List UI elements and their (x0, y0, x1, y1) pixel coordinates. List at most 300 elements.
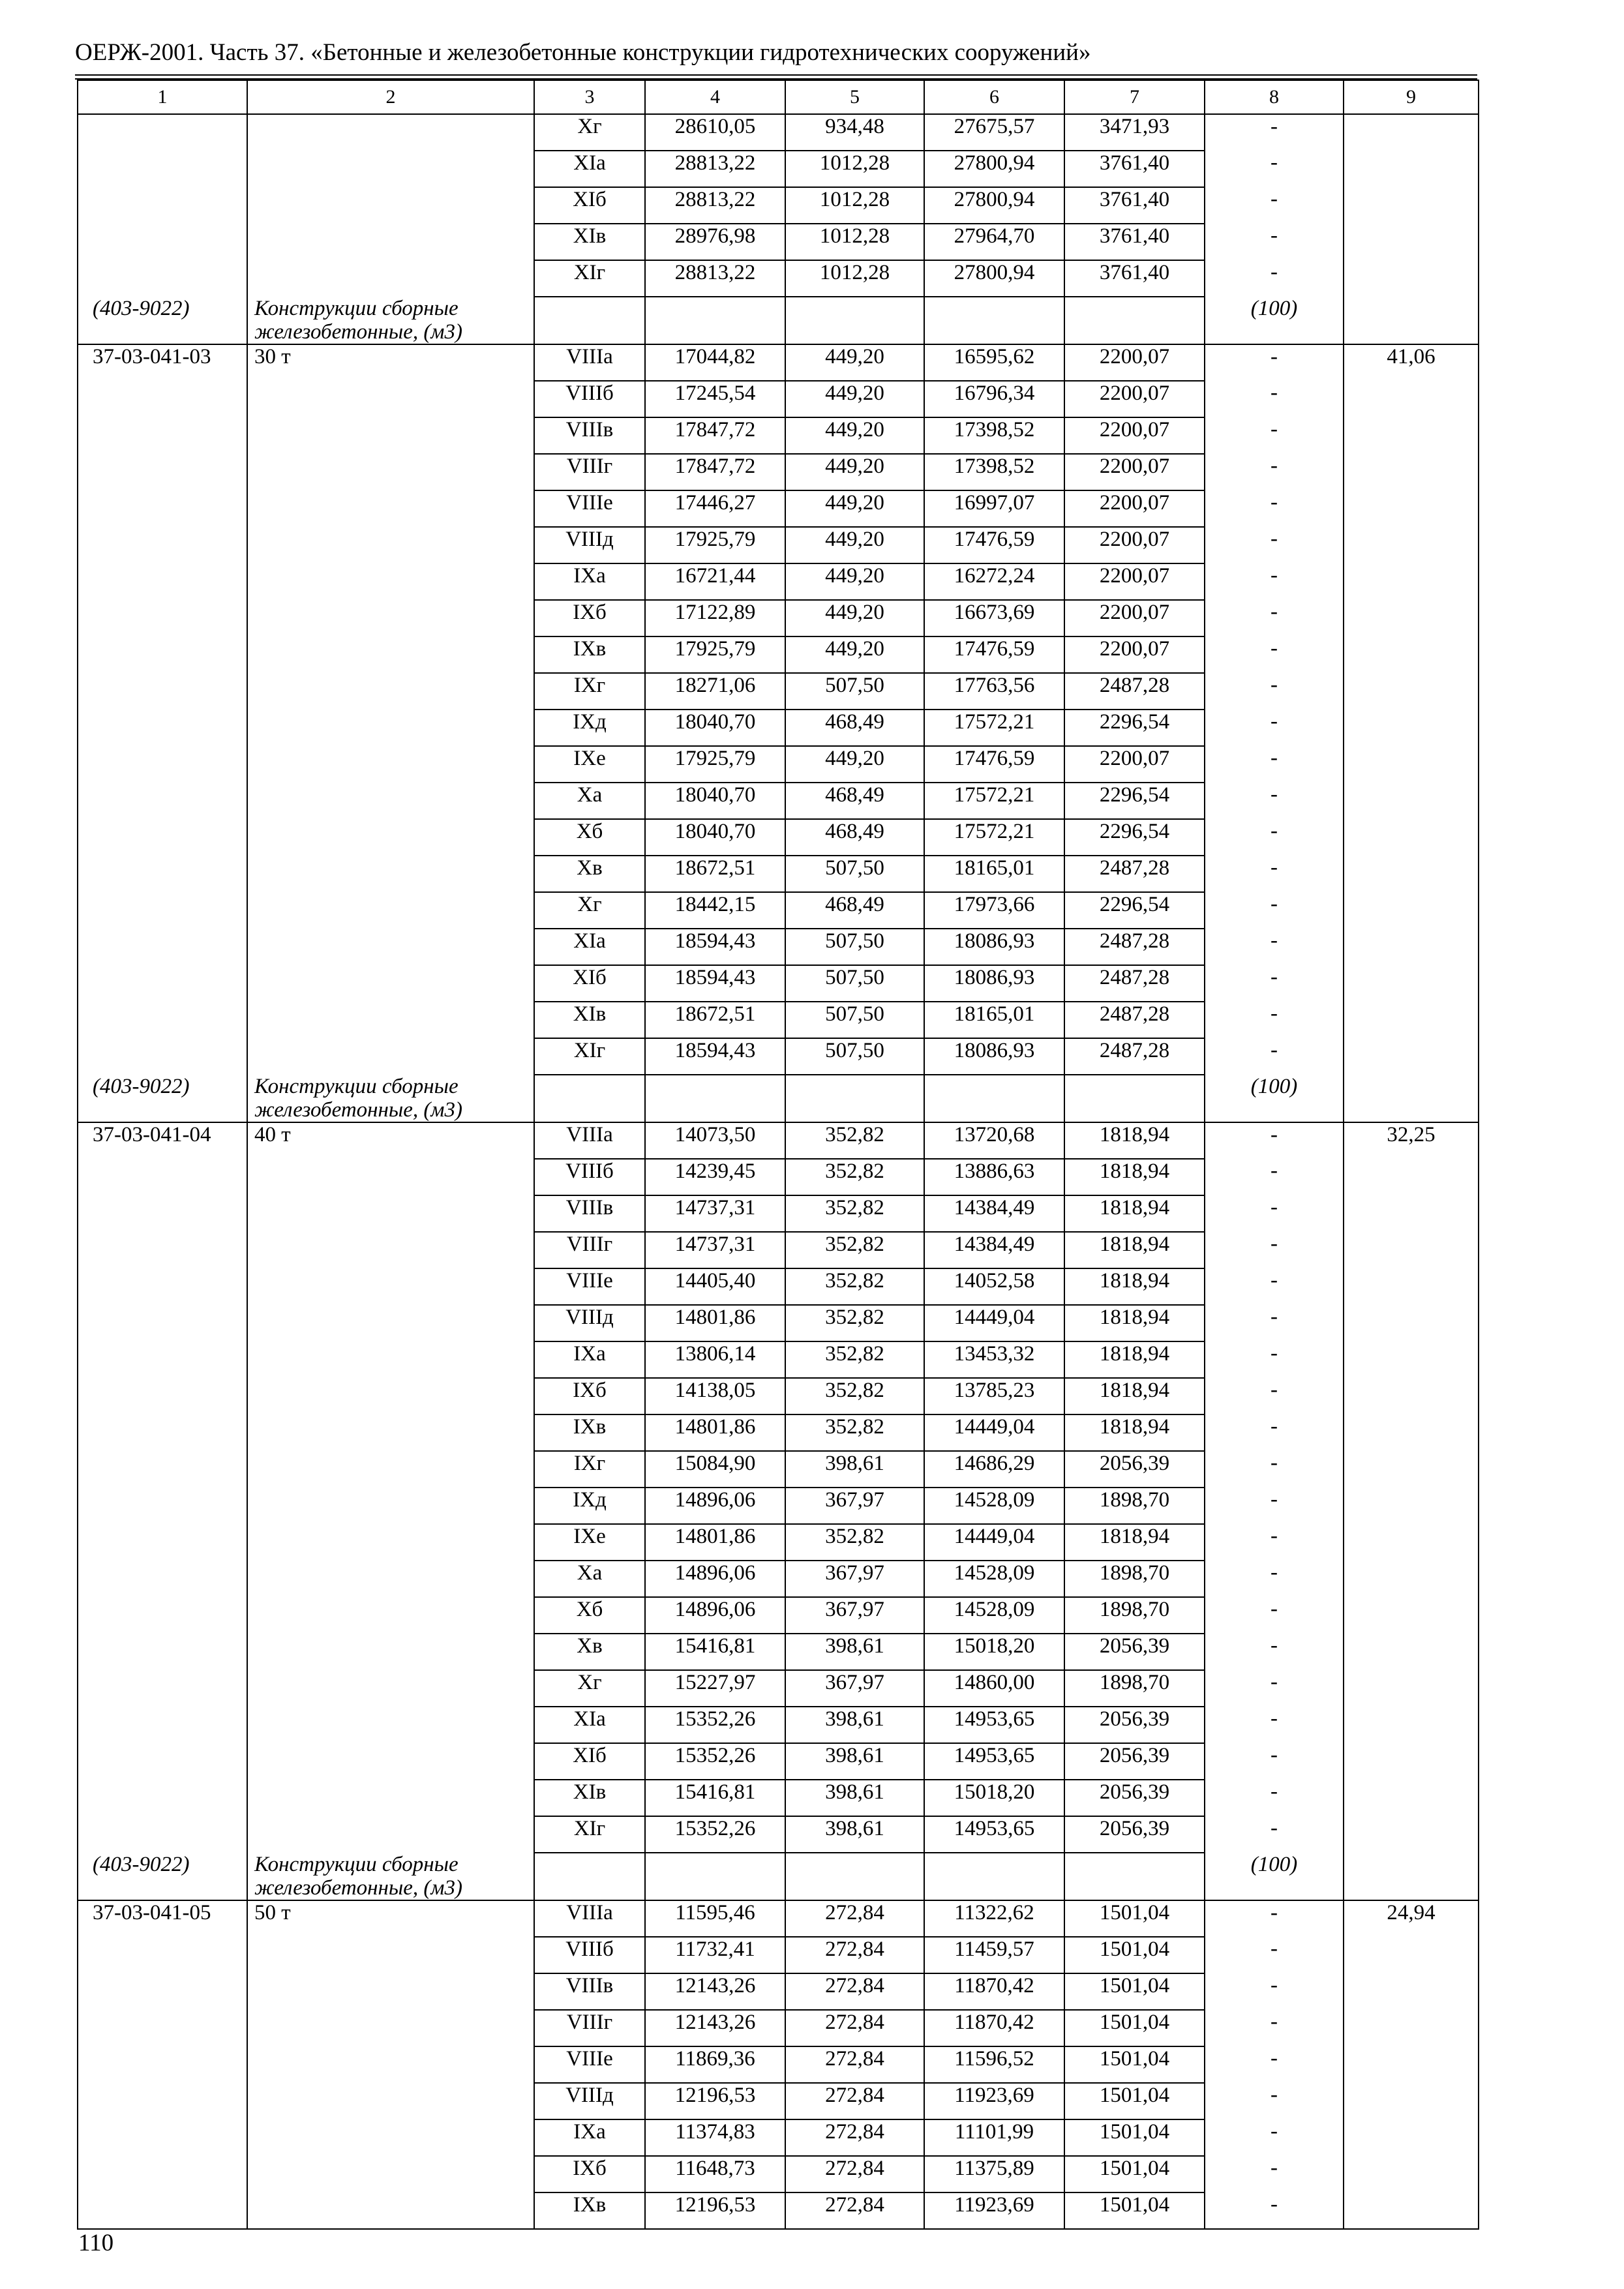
zone-cell: VIIIб (534, 1937, 645, 1973)
col6-cell: 14953,65 (924, 1816, 1064, 1853)
col8-cell: - (1205, 1634, 1344, 1670)
code-cell (78, 892, 247, 929)
col4-cell: 11374,83 (645, 2119, 785, 2156)
col7-cell: 1501,04 (1064, 1900, 1205, 1937)
col7-cell: 1898,70 (1064, 1670, 1205, 1707)
note-value: (100) (1205, 1075, 1344, 1122)
col5-cell: 272,84 (785, 2046, 924, 2083)
col7-cell: 1898,70 (1064, 1561, 1205, 1597)
col5-cell: 272,84 (785, 2010, 924, 2046)
col6-cell: 14860,00 (924, 1670, 1064, 1707)
col4-cell: 11869,36 (645, 2046, 785, 2083)
name-cell (247, 114, 534, 151)
name-cell (247, 673, 534, 710)
col5-cell: 468,49 (785, 819, 924, 856)
zone-cell: VIIIг (534, 454, 645, 490)
zone-cell: IXд (534, 710, 645, 746)
code-cell (78, 563, 247, 600)
table-row (78, 929, 1479, 965)
col5-cell: 449,20 (785, 454, 924, 490)
col4-cell: 15227,97 (645, 1670, 785, 1707)
col6-cell: 17763,56 (924, 673, 1064, 710)
col8-cell: - (1205, 892, 1344, 929)
col7-cell: 2200,07 (1064, 600, 1205, 636)
price-table (77, 80, 1479, 2230)
zone-cell: XIб (534, 965, 645, 1002)
table-row (78, 1341, 1479, 1378)
zone-cell: IXв (534, 2192, 645, 2229)
col5-cell: 272,84 (785, 1900, 924, 1937)
col8-cell: - (1205, 1670, 1344, 1707)
name-cell (247, 892, 534, 929)
col9-cell (1344, 2010, 1479, 2046)
col8-cell: - (1205, 929, 1344, 965)
name-cell (247, 1159, 534, 1195)
col9-cell (1344, 856, 1479, 892)
col5-cell: 352,82 (785, 1232, 924, 1268)
zone-cell (534, 1075, 645, 1122)
col8-cell: - (1205, 1414, 1344, 1451)
col6-cell: 11322,62 (924, 1900, 1064, 1937)
table-row (78, 783, 1479, 819)
col6-cell: 17973,66 (924, 892, 1064, 929)
col4-cell: 11595,46 (645, 1900, 785, 1937)
name-cell (247, 187, 534, 224)
table-row (78, 819, 1479, 856)
table-row (78, 1268, 1479, 1305)
zone-cell: XIв (534, 1780, 645, 1816)
col9-cell (1344, 1816, 1479, 1853)
note-code: (403-9022) (78, 297, 247, 344)
name-cell (247, 856, 534, 892)
name-cell (247, 1488, 534, 1524)
col4-cell: 28610,05 (645, 114, 785, 151)
note-value: (100) (1205, 297, 1344, 344)
col9-cell (1344, 1159, 1479, 1195)
table-row (78, 114, 1479, 151)
col6-cell: 14686,29 (924, 1451, 1064, 1488)
code-cell (78, 965, 247, 1002)
col6-cell: 27675,57 (924, 114, 1064, 151)
col9-cell (1344, 1670, 1479, 1707)
name-cell (247, 381, 534, 417)
col6-cell: 17572,21 (924, 783, 1064, 819)
code-cell (78, 1816, 247, 1853)
column-number: 4 (645, 80, 785, 114)
col7-cell: 3761,40 (1064, 224, 1205, 260)
note-code: (403-9022) (78, 1075, 247, 1122)
col5-cell: 934,48 (785, 114, 924, 151)
code-cell (78, 1002, 247, 1038)
col5-cell (785, 1075, 924, 1122)
zone-cell: IXб (534, 1378, 645, 1414)
code-cell (78, 1524, 247, 1561)
table-row (78, 1707, 1479, 1743)
col4-cell: 12196,53 (645, 2192, 785, 2229)
name-cell (247, 1341, 534, 1378)
col4-cell: 17044,82 (645, 344, 785, 381)
col8-cell: - (1205, 2192, 1344, 2229)
code-cell (78, 527, 247, 563)
col9-cell (1344, 1451, 1479, 1488)
col7-cell: 1501,04 (1064, 2083, 1205, 2119)
zone-cell: Хб (534, 1597, 645, 1634)
col9-cell (1344, 1075, 1479, 1122)
col6-cell: 14449,04 (924, 1305, 1064, 1341)
col5-cell: 352,82 (785, 1268, 924, 1305)
col5-cell: 367,97 (785, 1488, 924, 1524)
name-cell (247, 710, 534, 746)
name-cell (247, 819, 534, 856)
col9-cell (1344, 563, 1479, 600)
note-code: (403-9022) (78, 1853, 247, 1900)
table-row (78, 1305, 1479, 1341)
col4-cell: 14801,86 (645, 1305, 785, 1341)
col5-cell: 507,50 (785, 1038, 924, 1075)
col7-cell: 1818,94 (1064, 1378, 1205, 1414)
col9-cell (1344, 1561, 1479, 1597)
col4-cell (645, 1075, 785, 1122)
name-cell: 50 т (247, 1900, 534, 1937)
table-row (78, 965, 1479, 1002)
col6-cell: 14052,58 (924, 1268, 1064, 1305)
col4-cell: 17446,27 (645, 490, 785, 527)
col4-cell: 18594,43 (645, 929, 785, 965)
name-cell (247, 454, 534, 490)
zone-cell: XIб (534, 187, 645, 224)
col9-cell (1344, 1743, 1479, 1780)
table-row (78, 2192, 1479, 2229)
zone-cell: IXб (534, 600, 645, 636)
col5-cell: 507,50 (785, 929, 924, 965)
table-row (78, 1670, 1479, 1707)
zone-cell: IXе (534, 746, 645, 783)
col8-cell: - (1205, 1038, 1344, 1075)
code-cell (78, 1597, 247, 1634)
col4-cell: 28813,22 (645, 187, 785, 224)
col9-cell (1344, 454, 1479, 490)
table-row (78, 2010, 1479, 2046)
col4-cell: 15352,26 (645, 1743, 785, 1780)
col5-cell: 449,20 (785, 600, 924, 636)
col8-cell: - (1205, 710, 1344, 746)
code-cell (78, 490, 247, 527)
col8-cell: - (1205, 856, 1344, 892)
col7-cell: 2056,39 (1064, 1707, 1205, 1743)
header-rule (75, 74, 1477, 76)
table-row (78, 600, 1479, 636)
col8-cell: - (1205, 260, 1344, 297)
col5-cell: 272,84 (785, 2192, 924, 2229)
col9-cell (1344, 1524, 1479, 1561)
col8-cell: - (1205, 381, 1344, 417)
col5-cell: 352,82 (785, 1305, 924, 1341)
col7-cell (1064, 1075, 1205, 1122)
table-row (78, 1122, 1479, 1159)
col8-cell: - (1205, 224, 1344, 260)
name-cell (247, 1780, 534, 1816)
column-number: 9 (1344, 80, 1479, 114)
col7-cell: 2056,39 (1064, 1743, 1205, 1780)
col6-cell: 11870,42 (924, 2010, 1064, 2046)
col5-cell: 398,61 (785, 1634, 924, 1670)
col5-cell: 507,50 (785, 856, 924, 892)
column-number: 8 (1205, 80, 1344, 114)
col9-cell (1344, 1378, 1479, 1414)
col7-cell: 1501,04 (1064, 2010, 1205, 2046)
note-text: Конструкции сборные железобетонные, (м3) (247, 297, 534, 344)
col6-cell: 15018,20 (924, 1780, 1064, 1816)
name-cell (247, 746, 534, 783)
col8-cell: - (1205, 527, 1344, 563)
zone-cell: VIIIд (534, 527, 645, 563)
name-cell (247, 1232, 534, 1268)
col7-cell: 2200,07 (1064, 417, 1205, 454)
col8-cell: - (1205, 600, 1344, 636)
name-cell (247, 224, 534, 260)
col8-cell: - (1205, 636, 1344, 673)
code-cell (78, 1305, 247, 1341)
col5-cell: 449,20 (785, 636, 924, 673)
code-cell (78, 1561, 247, 1597)
name-cell (247, 260, 534, 297)
zone-cell: IXа (534, 2119, 645, 2156)
zone-cell: VIIIб (534, 1159, 645, 1195)
code-cell (78, 1341, 247, 1378)
col5-cell (785, 297, 924, 344)
col8-cell: - (1205, 1900, 1344, 1937)
col8-cell: - (1205, 1524, 1344, 1561)
col4-cell: 18594,43 (645, 965, 785, 1002)
zone-cell: XIг (534, 1816, 645, 1853)
col7-cell: 2200,07 (1064, 636, 1205, 673)
col9-cell (1344, 114, 1479, 151)
col8-cell: - (1205, 454, 1344, 490)
col6-cell: 13720,68 (924, 1122, 1064, 1159)
col5-cell: 272,84 (785, 1973, 924, 2010)
col4-cell: 14801,86 (645, 1524, 785, 1561)
col7-cell: 2487,28 (1064, 1002, 1205, 1038)
code-cell (78, 1451, 247, 1488)
code-cell (78, 2119, 247, 2156)
col6-cell: 17398,52 (924, 454, 1064, 490)
col5-cell: 272,84 (785, 2156, 924, 2192)
col7-cell: 1818,94 (1064, 1195, 1205, 1232)
col4-cell: 18040,70 (645, 819, 785, 856)
col8-cell: - (1205, 1561, 1344, 1597)
name-cell (247, 1451, 534, 1488)
zone-cell: IXг (534, 1451, 645, 1488)
col9-cell (1344, 1038, 1479, 1075)
col8-cell: - (1205, 114, 1344, 151)
col5-cell: 352,82 (785, 1524, 924, 1561)
table-row (78, 892, 1479, 929)
col7-cell: 1898,70 (1064, 1488, 1205, 1524)
zone-cell: Хг (534, 1670, 645, 1707)
col4-cell: 18442,15 (645, 892, 785, 929)
col9-cell (1344, 783, 1479, 819)
col7-cell: 2200,07 (1064, 381, 1205, 417)
col9-cell (1344, 187, 1479, 224)
col4-cell: 15352,26 (645, 1707, 785, 1743)
code-cell (78, 417, 247, 454)
col9-cell (1344, 965, 1479, 1002)
col6-cell: 14953,65 (924, 1743, 1064, 1780)
col7-cell: 2487,28 (1064, 856, 1205, 892)
col4-cell: 12143,26 (645, 1973, 785, 2010)
col5-cell: 352,82 (785, 1159, 924, 1195)
col6-cell: 18086,93 (924, 1038, 1064, 1075)
col4-cell: 14801,86 (645, 1414, 785, 1451)
col7-cell (1064, 297, 1205, 344)
name-cell (247, 783, 534, 819)
col8-cell: - (1205, 151, 1344, 187)
col7-cell: 2200,07 (1064, 344, 1205, 381)
table-row (78, 454, 1479, 490)
name-cell: 30 т (247, 344, 534, 381)
col7-cell: 3471,93 (1064, 114, 1205, 151)
code-cell (78, 114, 247, 151)
code-cell (78, 1488, 247, 1524)
table-row (78, 710, 1479, 746)
col8-cell: - (1205, 417, 1344, 454)
col8-cell: - (1205, 1159, 1344, 1195)
col5-cell: 398,61 (785, 1780, 924, 1816)
col6-cell: 17572,21 (924, 819, 1064, 856)
col6-cell: 17476,59 (924, 746, 1064, 783)
col5-cell: 352,82 (785, 1378, 924, 1414)
col6-cell: 11923,69 (924, 2083, 1064, 2119)
zone-cell: VIIIе (534, 2046, 645, 2083)
note-row (78, 1075, 1479, 1122)
col9-cell (1344, 600, 1479, 636)
col8-cell: - (1205, 1378, 1344, 1414)
col5-cell: 352,82 (785, 1195, 924, 1232)
col6-cell: 16595,62 (924, 344, 1064, 381)
zone-cell: VIIIб (534, 381, 645, 417)
name-cell (247, 563, 534, 600)
code-cell (78, 1937, 247, 1973)
table-row (78, 490, 1479, 527)
col6-cell: 11459,57 (924, 1937, 1064, 1973)
col7-cell: 2296,54 (1064, 783, 1205, 819)
name-cell (247, 636, 534, 673)
zone-cell: XIа (534, 929, 645, 965)
col5-cell: 449,20 (785, 417, 924, 454)
col8-cell: - (1205, 2156, 1344, 2192)
col9-cell (1344, 1597, 1479, 1634)
zone-cell (534, 1853, 645, 1900)
code-cell: 37-03-041-03 (78, 344, 247, 381)
col9-cell (1344, 673, 1479, 710)
col7-cell: 2200,07 (1064, 454, 1205, 490)
zone-cell: Хг (534, 892, 645, 929)
col5-cell: 1012,28 (785, 187, 924, 224)
col9-cell (1344, 2119, 1479, 2156)
col8-cell: - (1205, 490, 1344, 527)
col7-cell: 1501,04 (1064, 1937, 1205, 1973)
col6-cell (924, 1853, 1064, 1900)
col5-cell: 398,61 (785, 1743, 924, 1780)
col4-cell: 17122,89 (645, 600, 785, 636)
zone-cell: VIIIе (534, 490, 645, 527)
col9-cell (1344, 636, 1479, 673)
zone-cell: Хг (534, 114, 645, 151)
code-cell (78, 710, 247, 746)
column-number: 7 (1064, 80, 1205, 114)
col8-cell: - (1205, 1707, 1344, 1743)
col6-cell: 11596,52 (924, 2046, 1064, 2083)
col6-cell: 27964,70 (924, 224, 1064, 260)
col8-cell: - (1205, 1743, 1344, 1780)
col5-cell: 449,20 (785, 381, 924, 417)
zone-cell: IXа (534, 1341, 645, 1378)
col5-cell: 1012,28 (785, 260, 924, 297)
name-cell (247, 929, 534, 965)
zone-cell (534, 297, 645, 344)
table-row (78, 1038, 1479, 1075)
table-row (78, 1524, 1479, 1561)
col7-cell: 1898,70 (1064, 1597, 1205, 1634)
col9-cell (1344, 1414, 1479, 1451)
col4-cell: 12196,53 (645, 2083, 785, 2119)
name-cell (247, 1816, 534, 1853)
table-row (78, 746, 1479, 783)
col9-cell (1344, 1634, 1479, 1670)
col7-cell: 2487,28 (1064, 929, 1205, 965)
code-cell (78, 151, 247, 187)
code-cell (78, 1159, 247, 1195)
code-cell (78, 1780, 247, 1816)
col7-cell: 2296,54 (1064, 819, 1205, 856)
zone-cell: Хв (534, 856, 645, 892)
code-cell (78, 1743, 247, 1780)
col7-cell: 2200,07 (1064, 527, 1205, 563)
col6-cell: 18165,01 (924, 856, 1064, 892)
col4-cell: 17847,72 (645, 454, 785, 490)
zone-cell: IXб (534, 2156, 645, 2192)
note-text: Конструкции сборные железобетонные, (м3) (247, 1075, 534, 1122)
col4-cell: 12143,26 (645, 2010, 785, 2046)
table-row (78, 1937, 1479, 1973)
name-cell (247, 1597, 534, 1634)
col7-cell: 2296,54 (1064, 710, 1205, 746)
code-cell (78, 783, 247, 819)
col4-cell: 11732,41 (645, 1937, 785, 1973)
col8-cell: - (1205, 1305, 1344, 1341)
col4-cell: 13806,14 (645, 1341, 785, 1378)
table-row (78, 1743, 1479, 1780)
col5-cell: 352,82 (785, 1122, 924, 1159)
code-cell (78, 2156, 247, 2192)
col5-cell: 468,49 (785, 892, 924, 929)
col6-cell: 17398,52 (924, 417, 1064, 454)
col5-cell: 398,61 (785, 1707, 924, 1743)
col8-cell: - (1205, 746, 1344, 783)
col8-cell: - (1205, 783, 1344, 819)
col4-cell: 17245,54 (645, 381, 785, 417)
name-cell (247, 1743, 534, 1780)
note-value: (100) (1205, 1853, 1344, 1900)
col8-cell: - (1205, 1597, 1344, 1634)
col4-cell: 18040,70 (645, 783, 785, 819)
table-row (78, 2046, 1479, 2083)
col8-cell: - (1205, 1973, 1344, 2010)
table-row (78, 527, 1479, 563)
col5-cell: 449,20 (785, 746, 924, 783)
col5-cell (785, 1853, 924, 1900)
table-row (78, 636, 1479, 673)
